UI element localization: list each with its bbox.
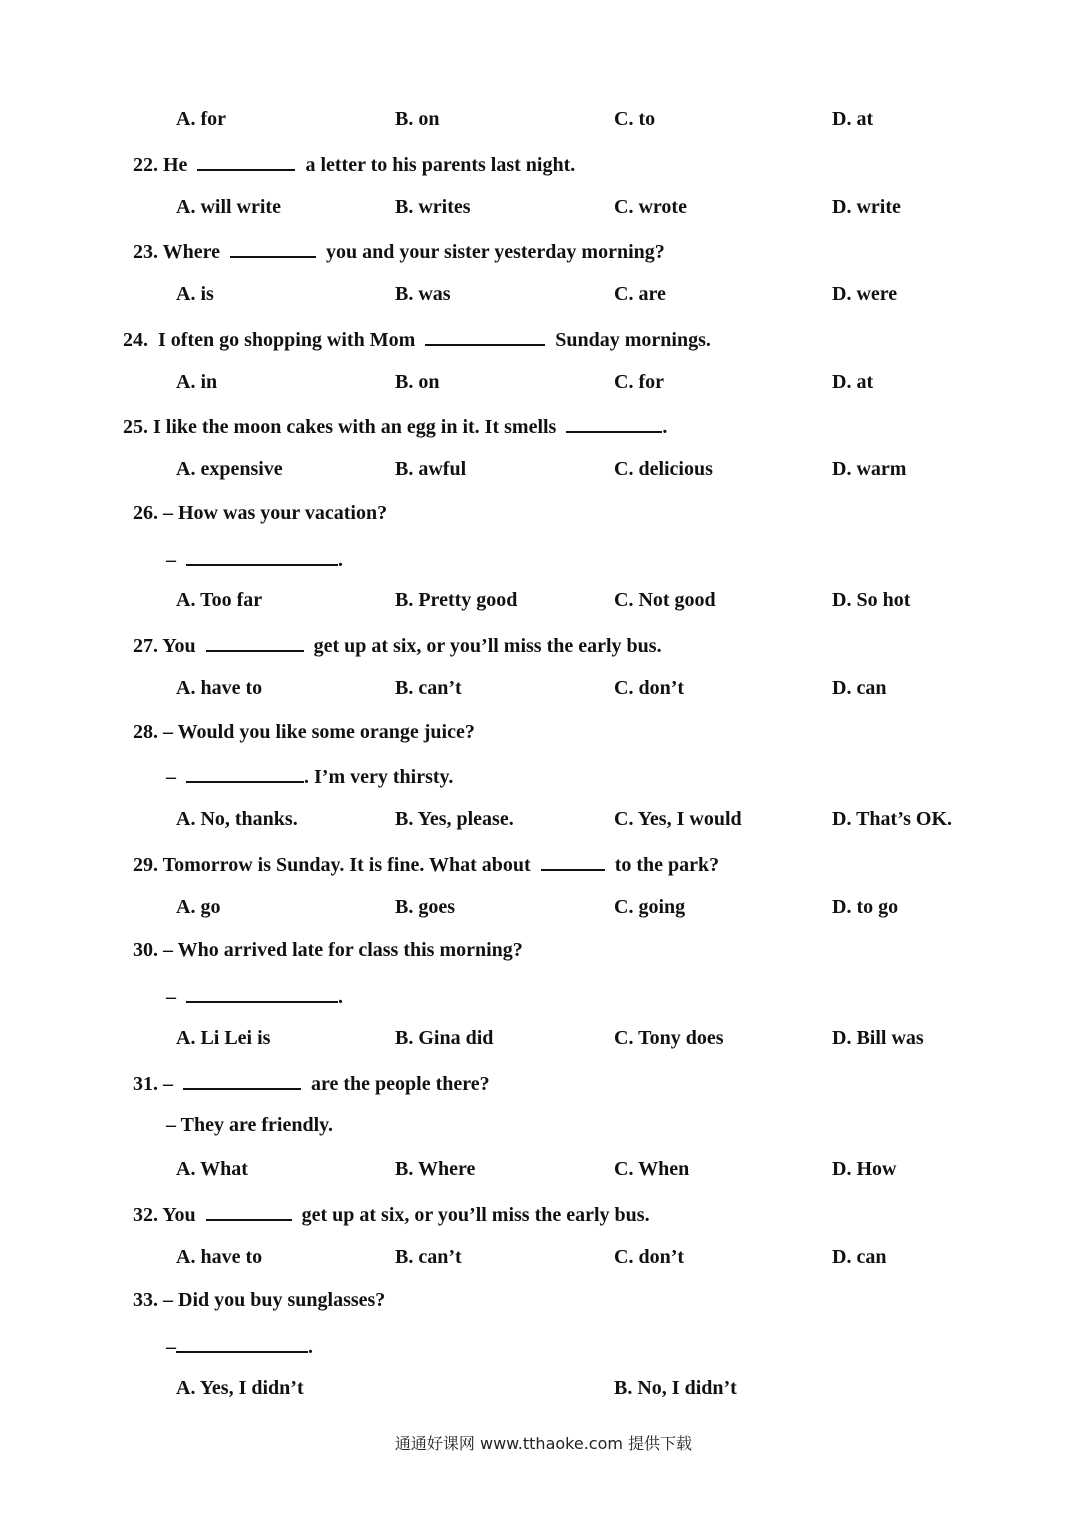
option-d: D. So hot [832, 589, 911, 611]
answer-blank [197, 151, 295, 171]
option-c: C. Not good [614, 589, 716, 611]
question-32: 32. You get up at six, or you’ll miss the early bus. [133, 1201, 650, 1227]
answer-blank [566, 413, 662, 433]
option-c: C. Yes, I would [614, 808, 742, 830]
option-b: B. Yes, please. [395, 808, 514, 830]
option-c: C. When [614, 1158, 690, 1180]
question-33: 33. – Did you buy sunglasses? [133, 1289, 386, 1311]
option-c: C. Tony does [614, 1027, 724, 1049]
option-d: D. at [832, 108, 874, 130]
option-a: A. What [176, 1158, 248, 1180]
option-a: A. Too far [176, 589, 263, 611]
answer-blank [230, 238, 316, 258]
option-b: B. writes [395, 196, 471, 218]
answer-line: – . [166, 983, 343, 1009]
answer-blank [541, 851, 605, 871]
option-a: A. Yes, I didn’t [176, 1377, 304, 1399]
question-27: 27. You get up at six, or you’ll miss the early bus. [133, 632, 662, 658]
answer-line: – . [166, 546, 343, 572]
option-b: B. on [395, 108, 440, 130]
option-d: D. at [832, 371, 874, 393]
option-b: B. can’t [395, 1246, 462, 1268]
question-23: 23. Where you and your sister yesterday morning? [133, 238, 665, 264]
answer-line: – . I’m very thirsty. [166, 763, 453, 789]
option-c: C. wrote [614, 196, 687, 218]
option-a: A. expensive [176, 458, 283, 480]
option-c: C. are [614, 283, 666, 305]
option-a: A. in [176, 371, 218, 393]
reply-line: – They are friendly. [166, 1114, 334, 1136]
question-24: 24. I often go shopping with Mom Sunday mornings. [123, 326, 711, 352]
option-d: D. can [832, 1246, 887, 1268]
option-c: C. don’t [614, 677, 685, 699]
question-31: 31. – are the people there? [133, 1070, 490, 1096]
option-b: B. awful [395, 458, 467, 480]
option-b: B. No, I didn’t [614, 1377, 737, 1399]
option-b: B. Gina did [395, 1027, 494, 1049]
option-b: B. can’t [395, 677, 462, 699]
option-b: B. Pretty good [395, 589, 518, 611]
option-d: D. That’s OK. [832, 808, 953, 830]
option-b: B. Where [395, 1158, 476, 1180]
question-22: 22. He a letter to his parents last night. [133, 151, 575, 177]
answer-blank [186, 546, 338, 566]
option-d: D. warm [832, 458, 907, 480]
answer-blank [425, 326, 545, 346]
answer-blank [206, 1201, 292, 1221]
answer-line: – . [166, 1333, 313, 1359]
option-a: A. for [176, 108, 226, 130]
answer-blank [186, 763, 304, 783]
option-a: A. have to [176, 677, 263, 699]
option-d: D. How [832, 1158, 897, 1180]
question-25: 25. I like the moon cakes with an egg in it. It smells . [123, 413, 667, 439]
answer-blank [176, 1333, 308, 1353]
option-c: C. delicious [614, 458, 713, 480]
question-26: 26. – How was your vacation? [133, 502, 388, 524]
option-a: A. is [176, 283, 214, 305]
option-c: C. going [614, 896, 686, 918]
option-a: A. have to [176, 1246, 263, 1268]
answer-blank [183, 1070, 301, 1090]
option-b: B. on [395, 371, 440, 393]
answer-blank [206, 632, 304, 652]
option-d: D. were [832, 283, 898, 305]
option-a: A. go [176, 896, 221, 918]
option-d: D. can [832, 677, 887, 699]
option-c: C. don’t [614, 1246, 685, 1268]
page-footer: 通通好课网 www.tthaoke.com 提供下载 [394, 1434, 693, 1453]
option-d: D. to go [832, 896, 899, 918]
question-30: 30. – Who arrived late for class this morning? [133, 939, 523, 961]
option-a: A. No, thanks. [176, 808, 298, 830]
option-b: B. goes [395, 896, 455, 918]
option-d: D. Bill was [832, 1027, 924, 1049]
answer-blank [186, 983, 338, 1003]
option-a: A. Li Lei is [176, 1027, 271, 1049]
question-29: 29. Tomorrow is Sunday. It is fine. What about to the park? [133, 851, 719, 877]
option-c: C. to [614, 108, 656, 130]
option-b: B. was [395, 283, 451, 305]
option-a: A. will write [176, 196, 281, 218]
option-c: C. for [614, 371, 664, 393]
question-28: 28. – Would you like some orange juice? [133, 721, 475, 743]
option-d: D. write [832, 196, 901, 218]
